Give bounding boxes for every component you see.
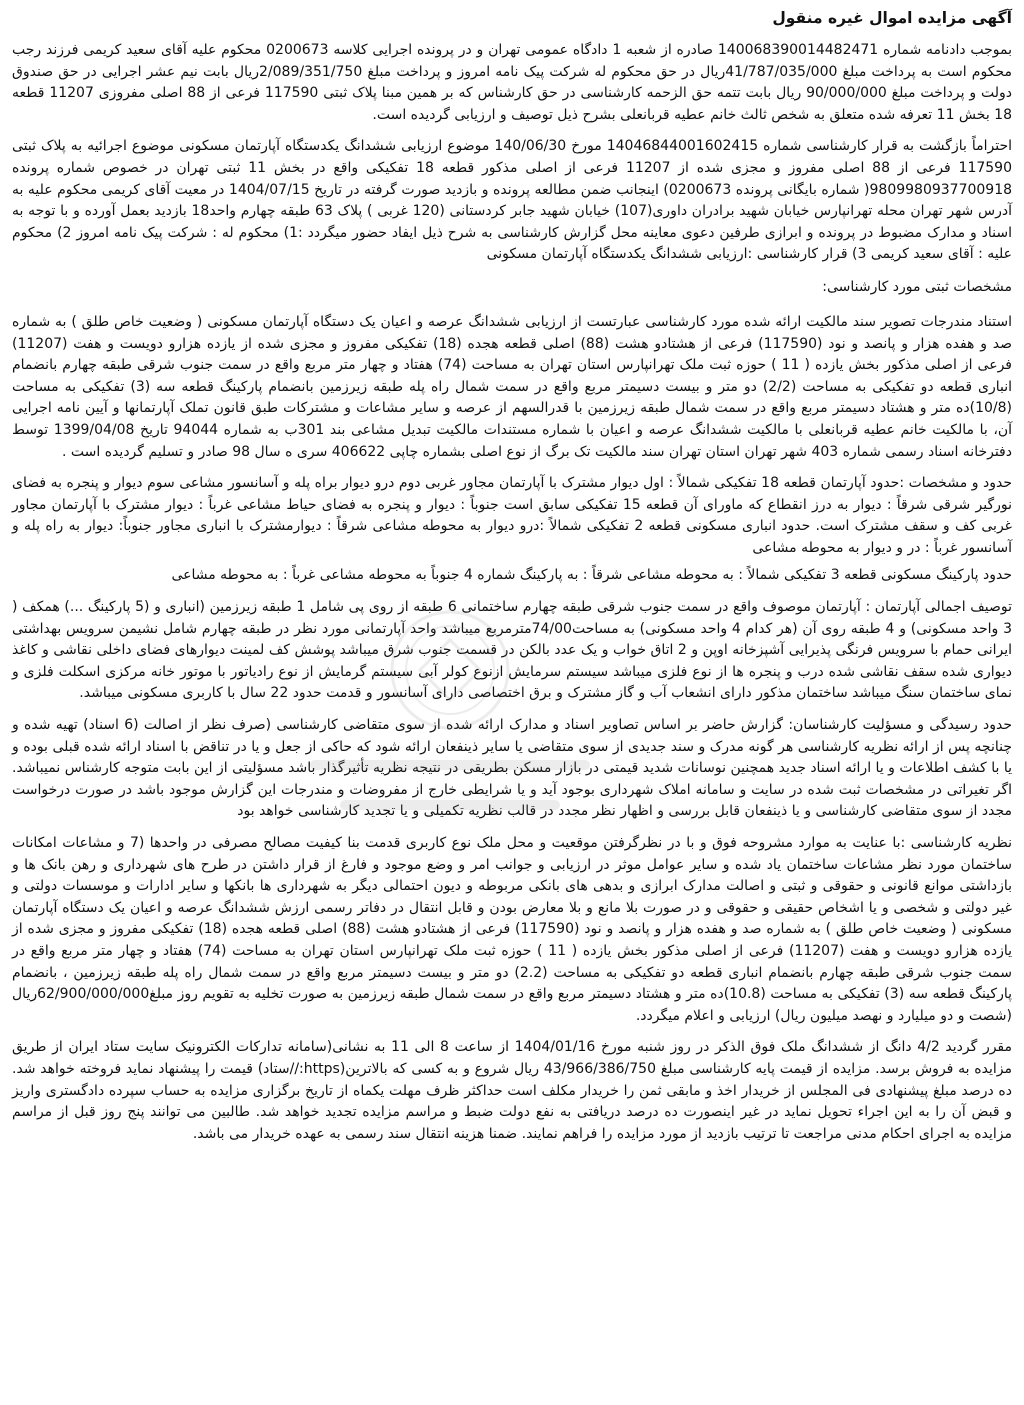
notice-expert-order-paragraph: احتراماً بازگشت به قرار کارشناسی شماره 14046844001602415 مورخ 140/06/30 موضوع ارزیابی ششدانگ یکدستگاه آپارتمان مسکونی موضوع اجرائیه به پلاک ثبتی 117590 فرعی از 88 اصلی مفروز و مجزی شده از 11207 فرعی از اصلی مذکور قطعه 18 تفکیکی واقع در بخش 11 ثبتی تهران در خصوص شماره پرونده 9809980937700918( شماره بایگانی پرونده 0200673) اینجانب ضمن مطالعه پرونده و بازدید صورت گرفته در تاریخ 1404/07/15 در معیت آقای کریمی محکوم علیه به آدرس شهر تهران محله تهرانپارس خیابان شهید برادران داوری(107) خیابان شهید جابر کردستانی (120 غربی ) پلاک 63 طبقه چهارم واحد18 بازدید بعمل آورده و با توجه به اسناد و مدارک مضبوط در پرونده و ابرازی طرفین دعوی معاینه محل گزارش کارشناسی به شرح ذیل ایفاد حضور میگردد :1) محکوم له : شرکت پیک نامه امروز 2) محکوم علیه : آقای سعید کریمی 3) قرار کارشناسی :ارزیابی ششدانگ یکدستگاه آپارتمان مسکونی (12, 138, 1013, 263)
auction-terms-paragraph: مقرر گردید 4/2 دانگ از ششدانگ ملک فوق الذکر در روز شنبه مورخ 1404/01/16 از ساعت 8 الی 11 به نشانی(سامانه تدارکات الکترونیک سایت ستاد ایران از طریق مزایده به فروش برسد. مزایده از قیمت پایه کارشناسی مبلغ 43/966/386/750 ریال شروع و به کسی که بالاترین(https://ستاد) قیمت را پیشنهاد نماید فروخته خواهد شد. ده درصد مبلغ پیشنهادی فی المجلس از خریدار اخذ و مابقی ثمن را خریدار مکلف است حداکثر ظرف مهلت یکماه از تاریخ برگزاری مزایده به حساب سپرده دادگستری واریز و قبض آن را به این اجراء تحویل نماید در غیر اینصورت ده درصد دریافتی به نفع دولت ضبط و مراسم مزایده تجدید خواهد شد. طالبین می توانند پنج روز قبل از مراسم مزایده به اجرای احکام مدنی مراجعت تا ترتیب بازدید از مورد مزایده را فراهم نمایند. ضمنا هزینه انتقال سند رسمی به عهده خریدار می باشد. (12, 1039, 1013, 1142)
expert-opinion-paragraph: نظریه کارشناسی :با عنایت به موارد مشروحه فوق و با در نظرگرفتن موقعیت و محل ملک نوع کاربری قدمت بنا کیفیت مصالح مصرفی در واحدها (7 و مشاعات امکانات ساختمان مورد نظر مشاعات ساختمان یاد شده و سایر عوامل موثر در ارزیابی و جوانب امر و وضع موجود و فارغ از قرار داشتن در طرح های شهرداری و رهن بانک ها و بازداشتی موانع قانونی و حقوقی و ثبتی و اصالت مدارک ابرازی و بدهی های بانکی مربوطه و دیون احتمالی دیگر به شهرداری ها بانکها و سایر ادارات و موسسات دولتی و غیر دولتی و شخصی و یا اشخاص حقیقی و حقوقی و در صورت بلا مانع و بلا معارض بودن و قابل انتقال در دفاتر رسمی ارزش ششدانگ عرصه و اعیان یک دستگاه آپارتمان مسکونی ( وضعیت خاص طلق ) به شماره صد و هفده هزار و پانصد و نود (117590) فرعی از هشتادو هشت (88) اصلی قطعه هجده (18) تفکیکی مفروز و مجزی شده از یازده هزارو دویست و هفت (11207) فرعی از اصلی مذکور بخش یازده ( 11 ) حوزه ثبت ملک تهرانپارس استان تهران به مساحت (74) هفتاد و چهار متر مربع واقع در سمت جنوب شرقی طبقه چهارم بانضمام انباری قطعه دو تفکیکی به مساحت (2.2) دو متر و بیست دسیمتر مربع واقع در سمت شمال راه پله طبقه زیرزمین ، بانضمام پارکینگ قطعه سه (3) تفکیکی به مساحت (10.8)ده متر و هشتاد دسیمتر مربع واقع در سمت شمال طبقه زیرزمین به صورت تخلیه به تقویم روز مبلغ62/900/000/000ریال (شصت و دو میلیارد و نهصد میلیون ریال) ارزیابی و اعلام میگردد. (12, 835, 1012, 1024)
apartment-description-paragraph: توصیف اجمالی آپارتمان : آپارتمان موصوف واقع در سمت جنوب شرقی طبقه چهارم ساختمانی 6 طبقه از روی پی شامل 1 طبقه زیرزمین (انباری و (5 پارکینگ ...) همکف ( 3 واحد مسکونی) و 4 طبقه روی آن (هر کدام 4 واحد مسکونی) به مساحت74/00مترمربع میباشد واحد آپارتمانی مورد نظر در طبقه چهارم شامل نشیمن سرویس بهداشتی ایرانی حمام با سرویس فرنگی پذیرایی آشپزخانه اوپن و 2 اتاق خواب و یک عدد بالکن در قسمت جنوب شرق میباشد پوشش کف لمینت دیوارهای فضای داخلی نقاشی و کاغذ دیواری شده سقف نقاشی شده درب و پنجره ها از نوع فلزی میباشد سیستم سرمایش ازنوع کولر آبی سیستم گرمایش از نوع رادیاتور با موتور خانه مرکزی اسکلت فلزی و نمای ساختمان سنگ میباشد ساختمان مذکور دارای انشعاب آب و گاز مشترک و برق اختصاصی دارای آسانسور و قدمت حدود 22 سال با کاربری مسکونی میباشد. (12, 599, 1013, 702)
parking-boundaries-paragraph: حدود پارکینگ مسکونی قطعه 3 تفکیکی شمالاً : به محوطه مشاعی شرقاً : به پارکینگ شماره 4 جنوباً به محوطه مشاعی غرباً : به محوطه مشاعی (171, 567, 1012, 584)
expert-responsibility-paragraph: حدود رسیدگی و مسؤلیت کارشناسان: گزارش حاضر بر اساس تصاویر اسناد و مدارک ارائه شده از سوی متقاضی کارشناسی (صرف نظر از اصالت (6 اسناد) تهیه شده و چنانچه پس از ارائه نظریه کارشناسی هر گونه مدرک و سند جدیدی از سوی متقاضی یا سایر ذینفعان ارائه شود که حاکی از جعل و یا در تناقض با اسناد ارائه شده قبلی بوده و یا با کشف اطلاعات و یا ارائه اسناد جدید همچنین نوسانات شدید قیمتی در بازار مسکن بطریقی در نتیجه نظریه تأثیرگذار باشد مسؤلیتی از این بابت متوجه کارشناس نمیباشد. اگر تغیراتی در مشخصات ثبت شده در سایت و سامانه املاک شهرداری بوجود آید و یا شرایطی خارج از مفروضات و مندرجات این گزارش موجود باشد در صورت درخواست مجدد از سوی متقاضی کارشناسی و یا ذینفعان قابل بررسی و اظهار نظر مجدد در قالب نظریه تکمیلی و یا تجدید کارشناسی خواهد بود (12, 717, 1012, 820)
notice-title: آگهی مزایده اموال غیره منقول (772, 9, 1012, 27)
property-boundaries-paragraph: حدود و مشخصات :حدود آپارتمان قطعه 18 تفکیکی شمالاً : اول دیوار مشترک با آپارتمان مجاور غربی دوم درو دیوار براه پله و آسانسور مشاعی سوم دیوار و پنجره به فضای نورگیر شرقی شرقاً : دیوار به درز انقطاع که ماورای آن قطعه 15 تفکیکی سابق است جنوباً : دیوار و پنجره به فضای حیاط مشاعی غرباً : دیوار مشترک با آپارتمان مجاور غربی کف و سقف مشترک است. حدود انباری مسکونی قطعه 2 تفکیکی شمالاً :درو دیوار به محوطه مشاعی شرقاً : دیوارمشترک با انباری مجاور جنوباً: دیوار به راه پله و آسانسور غرباً : در و دیوار به محوطه مشاعی (12, 475, 1012, 556)
property-deed-paragraph: استناد مندرجات تصویر سند مالکیت ارائه شده مورد کارشناسی عبارتست از ارزیابی ششدانگ عرصه و اعیان یک دستگاه آپارتمان مسکونی ( وضعیت خاص طلق ) به شماره صد و هفده هزار و پانصد و نود (117590) فرعی از هشتادو هشت (88) اصلی قطعه هجده (18) تفکیکی مفروز و مجزی شده از یازده هزارو دویست و هفت (11207) فرعی از اصلی مذکور بخش یازده ( 11 ) حوزه ثبت ملک تهرانپارس استان تهران به مساحت (74) هفتاد و چهار متر مربع واقع در سمت جنوب شرقی طبقه چهارم بانضمام انباری قطعه دو تفکیکی به مساحت (2/2) دو متر و بیست دسیمتر مربع واقع در سمت شمال راه پله طبقه زیرزمین بانضمام پارکینگ قطعه سه (3) تفکیکی به مساحت (10/8)ده متر و هشتاد دسیمتر مربع واقع در سمت شمال طبقه زیرزمین با قدرالسهم از عرصه و سایر مشاعات و مشترکات طبق قانون تملک آپارتمانها و آیین نامه اجرایی آن، با مالکیت خانم عطیه قربانعلی با مالکیت ششدانگ عرصه و اعیان با شماره مستندات مالکیت تبدیل مشاعی بند 301ب به شماره 94044 تاریخ 1399/04/08 توسط دفترخانه اسناد رسمی شماره 403 شهر تهران استان تهران سند مالکیت تک برگ از نوع اصلی بشماره چاپی 406622 سری ه سال 98 صادر و تسلیم گردیده است . (12, 313, 1013, 460)
notice-intro-paragraph: بموجب دادنامه شماره 140068390014482471 صادره از شعبه 1 دادگاه عمومی تهران و در پرونده اجرایی کلاسه 0200673 محکوم علیه آقای سعید کریمی فرزند رجب محکوم است به پرداخت مبلغ 41/787/035/000ریال در حق محکوم له شرکت پیک نامه امروز و پرداخت مبلغ 2/089/351/750ریال بابت نیم عشر اجرایی در حق صندوق دولت و پرداخت مبلغ 90/000/000 ریال بابت تتمه حق الزحمه کارشناسی در حق کارشناس که بر همین مبنا پلاک ثبتی 117590 فرعی از 88 اصلی مفروزی 11207 قطعه 18 بخش 11 تعرفه شده متعلق به شخص ثالث خانم عطیه قربانعلی بشرح ذیل توصیف و ارزیابی گردیده است. (12, 42, 1013, 123)
registration-specs-heading: مشخصات ثبتی مورد کارشناسی: (822, 278, 1012, 295)
